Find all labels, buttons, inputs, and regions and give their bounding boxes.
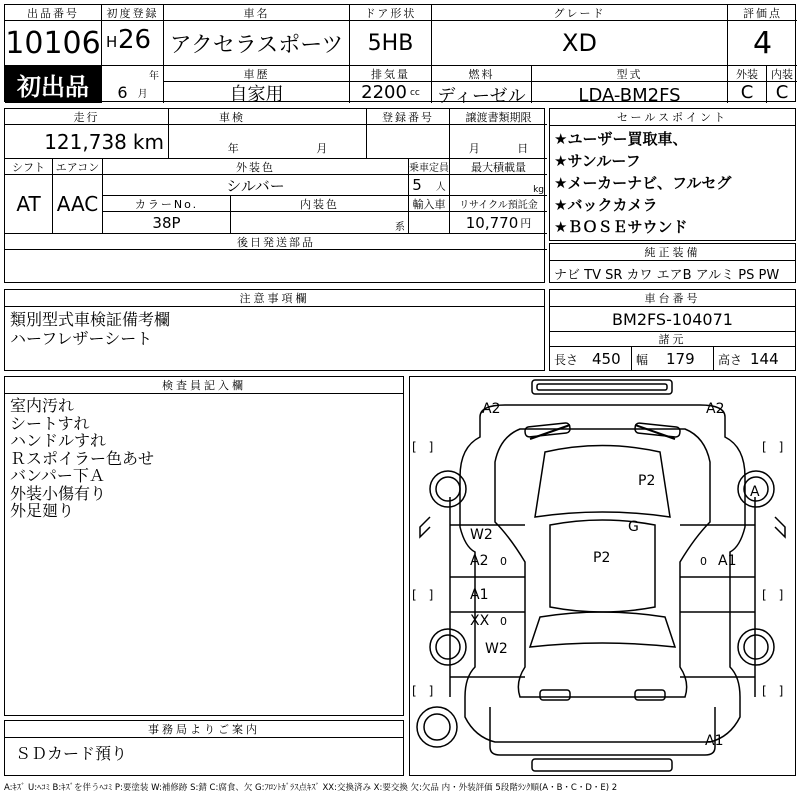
height-label: 高さ: [718, 352, 743, 367]
car-name: アクセラスポーツ: [164, 21, 350, 66]
car-history: 自家用: [164, 82, 350, 103]
spare-wheel: [417, 707, 457, 747]
displacement-unit: cc: [409, 87, 420, 98]
inspector-line: 外足廻り: [10, 501, 75, 520]
damage-mark: A2: [482, 401, 501, 417]
width-cell: [632, 347, 714, 371]
inspection-cell: [169, 125, 367, 159]
damage-mark: A2: [706, 401, 725, 417]
office-box: [4, 720, 404, 776]
ext-label: 外装: [728, 66, 767, 82]
damage-mark: XX: [470, 613, 490, 629]
rear-bumper-outline: [490, 707, 715, 755]
interior-color-label: 内装色: [231, 196, 409, 212]
inspector-box: [4, 376, 404, 716]
fuel-model-row: [432, 82, 728, 103]
equipment-box: [549, 243, 796, 283]
sales-point: ★サンルーフ: [554, 152, 641, 170]
sales-point: ★ＢＯＳＥサウンド: [554, 218, 688, 236]
capacity-unit: 人: [435, 181, 446, 193]
first-reg-label: 初度登録: [102, 5, 164, 21]
car-name-label: 車名: [164, 5, 350, 21]
equipment-label: 純正装備: [550, 244, 795, 261]
fuel-label: 燃料: [432, 66, 532, 82]
damage-mark: W2: [470, 527, 493, 543]
shift: AT: [5, 175, 53, 234]
inspector-line: Ｒスポイラー色あせ: [10, 448, 155, 468]
chassis-label: 車台番号: [550, 290, 795, 307]
bracket-marker: [ ]: [412, 588, 434, 602]
displacement: 2200: [361, 82, 407, 103]
sales-points-label: セールスポイント: [550, 109, 795, 126]
later-parts-value: [5, 250, 547, 274]
mileage-label: 走行: [5, 109, 169, 125]
score: 4: [728, 21, 797, 66]
interior-grade: C: [775, 82, 789, 103]
mileage-cell: [5, 125, 169, 159]
damage-mark: 0: [500, 555, 507, 568]
damage-mark: A1: [718, 553, 737, 569]
damage-mark: A1: [705, 733, 724, 749]
displacement-label: 排気量: [350, 66, 432, 82]
damage-mark: A2: [470, 553, 489, 569]
wheel-front-left-inner: [436, 477, 460, 501]
specs-label: 諸元: [550, 332, 795, 347]
damage-mark: A: [750, 484, 760, 500]
damage-mark: 0: [500, 615, 507, 628]
era: H: [106, 33, 118, 51]
bracket-marker: [ ]: [412, 684, 434, 698]
grade-label: グレード: [432, 5, 728, 21]
score-label: 評価点: [728, 5, 797, 21]
reg-month: 6: [117, 83, 128, 102]
inspector-line: 外装小傷有り: [10, 483, 107, 503]
capacity-label: 乗車定員: [409, 159, 450, 175]
sales-point: ★ユーザー買取車、: [554, 130, 688, 148]
recycle-unit: 円: [520, 216, 532, 230]
recycle-label: リサイクル預託金: [450, 196, 547, 212]
vehicle-info-table: [4, 108, 545, 283]
front-bar-inner: [537, 384, 667, 390]
chassis-box: [549, 289, 796, 371]
recycle-cell: [450, 212, 547, 234]
transfer-cell: [450, 125, 547, 159]
inspector-line: ハンドルすれ: [10, 431, 107, 450]
header-table: [4, 4, 796, 102]
inspector-label: 検査員記入欄: [5, 377, 403, 394]
transfer-day-unit: 日: [517, 142, 529, 155]
mileage: 121,738: [44, 129, 127, 154]
reg-month-cell: [102, 82, 164, 103]
color-label: 外装色: [103, 159, 409, 175]
legend: A:ｷｽﾞ U:ﾍｺﾐ B:ｷｽﾞを伴うﾍｺﾐ P:要塗装 W:補修跡 S:錆 C:腐食、欠 G:ﾌﾛﾝﾄｶﾞﾗｽ点ｷｽﾞ XX:交換済み X:要交換 欠:欠品 内・外装評価 5段階ﾗﾝｸ順(A・B・C・D・E) 2: [4, 783, 618, 793]
door-type: 5HB: [350, 21, 432, 66]
import-value: [409, 212, 450, 234]
wheel-rear-right-inner: [744, 635, 768, 659]
first-reg-year-cell: [102, 21, 164, 66]
roof-outline: [550, 520, 655, 612]
recycle-fee: 10,770: [465, 213, 519, 232]
color-no-label: カラーNo.: [103, 196, 231, 212]
office-label: 事務局よりご案内: [5, 721, 403, 738]
first-entry-badge: 初出品: [5, 66, 102, 103]
capacity-cell: [409, 175, 450, 196]
width-label: 幅: [636, 352, 649, 367]
capacity: 5: [412, 176, 422, 194]
chassis-number: BM2FS-104071: [550, 307, 795, 332]
inspection-month-unit: 月: [316, 142, 328, 155]
front-light-right: [635, 423, 681, 438]
notes-list: [5, 307, 544, 351]
damage-mark: 0: [700, 555, 707, 568]
length-value: 450: [592, 350, 621, 368]
length-cell: [550, 347, 632, 371]
spare-wheel-inner: [424, 714, 450, 740]
exterior-color: シルバー: [103, 175, 409, 196]
wheel-rear-left-inner: [436, 635, 460, 659]
fuel-model-label-row: [432, 66, 728, 82]
inspector-line: シートすれ: [10, 413, 90, 433]
transfer-label: 譲渡書類期限: [450, 109, 547, 125]
width-value: 179: [666, 350, 695, 368]
car-body-outline: [460, 405, 745, 742]
inspection-year-unit: 年: [227, 142, 239, 155]
displacement-cell: [350, 82, 432, 103]
color-number: 38P: [103, 212, 231, 234]
lot-number: 10106: [5, 21, 102, 66]
load-label: 最大積載量: [450, 159, 547, 175]
sales-points-list: [550, 126, 795, 240]
rear-light-left: [540, 690, 570, 700]
height-value: 144: [750, 350, 779, 368]
windshield-lines: [530, 425, 675, 439]
year-unit: 年: [102, 66, 164, 82]
lot-no-label: 出品番号: [5, 5, 102, 21]
month-unit: 月: [137, 89, 148, 100]
inspector-line: バンパー下Ａ: [10, 466, 105, 485]
damage-mark: A1: [470, 587, 489, 603]
front-light-left: [525, 423, 571, 438]
import-label: 輸入車: [409, 196, 450, 212]
model-code: LDA-BM2FS: [578, 84, 681, 103]
history-label: 車歴: [164, 66, 350, 82]
load-unit: kg: [450, 175, 547, 196]
shift-label: シフト: [5, 159, 53, 175]
height-cell: [714, 347, 795, 371]
mirror-right: [775, 517, 785, 537]
exterior-grade: C: [728, 82, 767, 103]
car-diagram-box: [409, 376, 796, 776]
office-notice: ＳＤカード預り: [15, 744, 128, 763]
damage-mark: W2: [485, 641, 508, 657]
notes-label: 注意事項欄: [5, 290, 544, 307]
bracket-marker: [ ]: [762, 440, 784, 454]
later-parts-label: 後日発送部品: [5, 234, 547, 250]
length-label: 長さ: [554, 352, 579, 367]
inspector-line: 室内汚れ: [10, 396, 75, 415]
bracket-marker: [ ]: [762, 684, 784, 698]
int-label: 内装: [767, 66, 797, 82]
sales-point: ★メーカーナビ、フルセグ: [554, 174, 732, 192]
interior-color-unit: 系: [231, 212, 409, 234]
front-bar-outline: [532, 380, 672, 394]
dimensions-row: [550, 347, 795, 371]
reg-year: 26: [118, 25, 152, 55]
air-conditioner: AAC: [53, 175, 103, 234]
notes-box: [4, 289, 545, 371]
sales-point: ★バックカメラ: [554, 196, 658, 214]
rear-bar-outline: [532, 759, 672, 771]
fuel: ディーゼル: [432, 82, 532, 103]
plate-label: 登録番号: [367, 109, 450, 125]
transfer-month-unit: 月: [468, 142, 480, 155]
plate-value: [367, 125, 450, 159]
mirror-left: [420, 517, 430, 537]
damage-mark: P2: [638, 473, 656, 489]
rear-window-outline: [530, 612, 675, 647]
note-line: 類別型式車検証備考欄: [10, 310, 171, 329]
damage-mark: G: [628, 519, 639, 535]
bracket-marker: [ ]: [412, 440, 434, 454]
grade: XD: [432, 21, 728, 66]
mileage-unit: km: [132, 129, 164, 154]
ac-label: エアコン: [53, 159, 103, 175]
car-diagram: [410, 377, 795, 775]
door-label: ドア形状: [350, 5, 432, 21]
model-label: 型式: [616, 68, 643, 81]
note-line: ハーフレザーシート: [10, 329, 153, 348]
bracket-marker: [ ]: [762, 588, 784, 602]
equipment-value: ナビ TV SR カワ エアB アルミ PS PW: [554, 268, 780, 283]
damage-mark: P2: [593, 550, 611, 566]
sales-points-box: [549, 108, 796, 241]
inspection-label: 車検: [169, 109, 367, 125]
inspector-list: [5, 394, 403, 523]
rear-light-right: [635, 690, 665, 700]
